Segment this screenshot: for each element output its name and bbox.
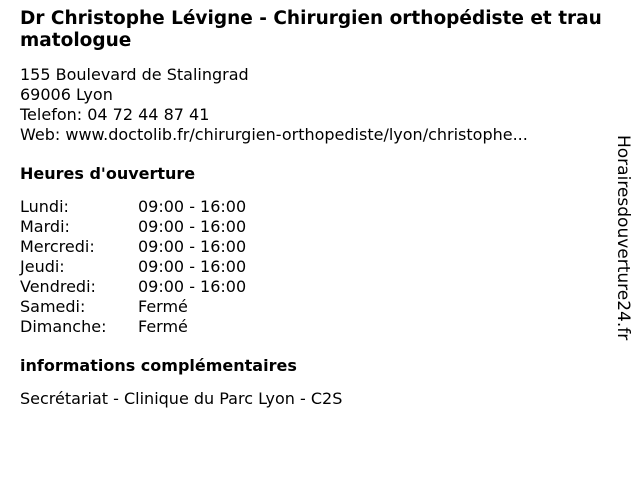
brand-watermark: Horairesdouverture24.fr xyxy=(613,135,633,341)
hours-day: Mercredi: xyxy=(20,237,95,256)
hours-row-thursday xyxy=(20,257,610,277)
hours-day: Dimanche: xyxy=(20,317,107,336)
hours-heading: Heures d'ouverture xyxy=(20,164,196,183)
hours-time: Fermé xyxy=(138,297,188,316)
hours-day: Lundi: xyxy=(20,197,69,216)
website-link[interactable]: www.doctolib.fr/chirurgien-orthopediste/lyon/christophe... xyxy=(65,125,528,144)
hours-row-wednesday xyxy=(20,237,610,257)
hours-row-monday xyxy=(20,197,610,217)
hours-row-sunday xyxy=(20,317,610,337)
business-name: Dr Christophe Lévigne - Chirurgien orthopédiste et traumatologue xyxy=(20,8,602,51)
phone-number[interactable]: Telefon: 04 72 44 87 41 xyxy=(20,105,210,124)
contact-block xyxy=(20,65,610,145)
hours-row-tuesday xyxy=(20,217,610,237)
info-text: Secrétariat - Clinique du Parc Lyon - C2S xyxy=(20,389,343,408)
info-heading: informations complémentaires xyxy=(20,356,297,375)
hours-time: 09:00 - 16:00 xyxy=(138,277,247,296)
hours-time: 09:00 - 16:00 xyxy=(138,197,247,216)
hours-time: 09:00 - 16:00 xyxy=(138,257,247,276)
business-card xyxy=(20,8,610,409)
address-street: 155 Boulevard de Stalingrad xyxy=(20,65,249,84)
hours-day: Jeudi: xyxy=(20,257,65,276)
address-city: 69006 Lyon xyxy=(20,85,113,104)
hours-day: Vendredi: xyxy=(20,277,96,296)
hours-time: 09:00 - 16:00 xyxy=(138,237,247,256)
hours-row-friday xyxy=(20,277,610,297)
hours-table xyxy=(20,197,610,337)
hours-day: Mardi: xyxy=(20,217,70,236)
hours-time: Fermé xyxy=(138,317,188,336)
website-prefix: Web: xyxy=(20,125,66,144)
hours-day: Samedi: xyxy=(20,297,86,316)
hours-row-saturday xyxy=(20,297,610,317)
website-row xyxy=(20,125,610,145)
hours-time: 09:00 - 16:00 xyxy=(138,217,247,236)
